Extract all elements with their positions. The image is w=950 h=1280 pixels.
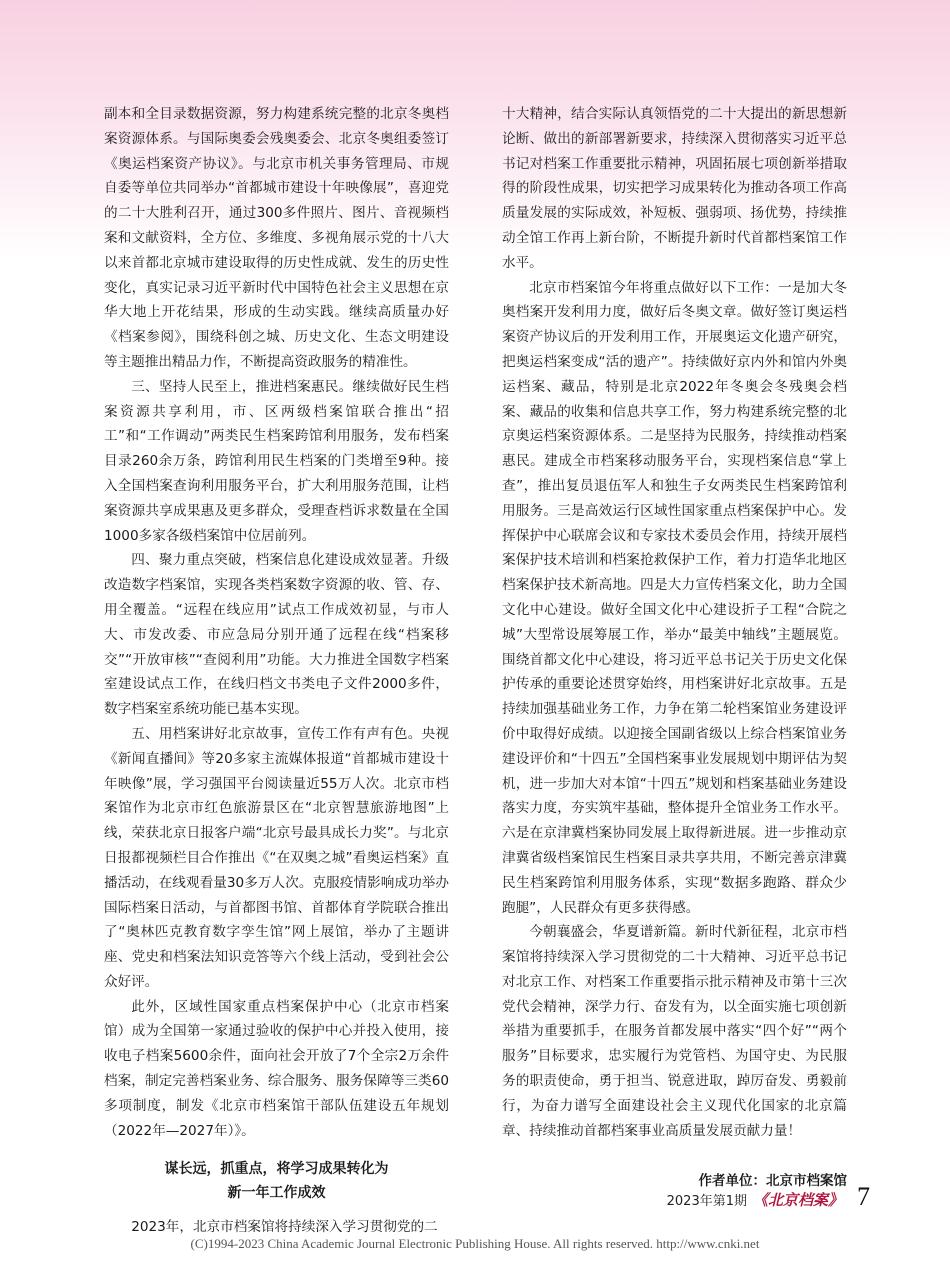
issue-label: 2023年第1期 [666,1194,747,1209]
left-column [104,102,449,1240]
copyright-notice: (C)1994-2023 China Academic Journal Electronic Publishing House. All rights reserved. http://www.cnki.net [190,1236,760,1251]
section-heading [104,1157,449,1205]
body-paragraph: 十大精神，结合实际认真领悟党的二十大提出的新思想新论断、做出的新部署新要求，持续深入贯彻落实习近平总书记对档案工作重要批示精神，巩固拓展七项创新举措取得的阶段性成果，切实把学习成果转化为推动各项工作高质量发展的实际成效，补短板、强弱项、扬优势，持续推动全馆工作再上新台阶，不断提升新时代首都档案馆工作水平。 [502,106,847,271]
body-paragraph: 北京市档案馆今年将重点做好以下工作：一是加大冬奥档案开发利用力度，做好后冬奥文章。做好签订奥运档案资产协议后的开发利用工作，开展奥运文化遗产研究，把奥运档案变成“活的遗产”。持续做好京内外和馆内外奥运档案、藏品，特别是北京2022年冬奥会冬残奥会档案、藏品的收集和信息共享工作，努力构建系统完整的北京奥运档案资源体系。二是坚持为民服务，持续推动档案惠民。建成全市档案移动服务平台，实现档案信息“掌上查”，推出复员退伍军人和独生子女两类民生档案跨馆利用服务。三是高效运行区域性国家重点档案保护中心。发挥保护中心联席会议和专家技术委员会作用，持续开展档案保护技术培训和档案抢救保护工作，着力打造华北地区档案保护技术新高地。四是大力宣传档案文化，助力全国文化中心建设。做好全国文化中心建设折子工程“合院之城”大型常设展筹展工作，举办“最美中轴线”主题展览。围绕首都文化中心建设，将习近平总书记关于历史文化保护传承的重要论述贯穿始终，用档案讲好北京故事。五是持续加强基础业务工作，力争在第二轮档案馆业务建设评价中取得好成绩。以迎接全国副省级以上综合档案馆业务建设评价和“十四五”全国档案事业发展规划中期评估为契机，进一步加大对本馆“十四五”规划和档案基础业务建设落实力度，夯实筑牢基础，整体提升全馆业务工作水平。六是在京津冀档案协同发展上取得新进展。进一步推动京津冀省级档案馆民生档案目录共享共用，不断完善京津冀民生档案跨馆利用服务体系，实现“数据多跑路、群众少跑腿”，人民群众有更多获得感。 [502,279,847,916]
body-paragraph: 2023年，北京市档案馆将持续深入学习贯彻党的二 [131,1219,438,1236]
right-column [502,102,847,1194]
section-heading-line: 新一年工作成效 [227,1185,326,1202]
magazine-title: 《北京档案》 [752,1191,843,1209]
body-paragraph: 今朝襄盛会，华夏谱新篇。新时代新征程，北京市档案馆将持续深入学习贯彻党的二十大精神、习近平总书记对北京工作、对档案工作重要指示批示精神及市第十三次党代会精神，深学力行、奋发有为，以全面实施七项创新举措为重要抓手，在服务首都发展中落实“四个好”“两个服务”目标要求，忠实履行为党管档、为国守史、为民服务的职责使命，勇于担当、锐意进取，踔厉奋发、勇毅前行，为奋力谱写全面建设社会主义现代化国家的北京篇章、持续推动首都档案事业高质量发展贡献力量！ [502,924,847,1139]
body-paragraph: 副本和全目录数据资源，努力构建系统完整的北京冬奥档案资源体系。与国际奥委会残奥委会、北京冬奥组委签订《奥运档案资产协议》。与北京市机关事务管理局、市规自委等单位共同举办“首都城市建设十年映像展”，喜迎党的二十大胜利召开，通过300多件照片、图片、音视频档案和文献资料，全方位、多维度、多视角展示党的十八大以来首都北京城市建设取得的历史性成就、发生的历史性变化，真实记录习近平新时代中国特色社会主义思想在京华大地上开花结果，形成的生动实践。继续高质量办好《档案参阅》，围绕科创之城、历史文化、生态文明建设等主题推出精品力作，不断提高资政服务的精准性。 [104,106,449,370]
body-paragraph: 此外，区域性国家重点档案保护中心（北京市档案馆）成为全国第一家通过验收的保护中心并投入使用，接收电子档案5600余件，面向社会开放了7个全宗2万余件档案，制定完善档案业务、综合服务、服务保障等三类60多项制度，制发《北京市档案馆干部队伍建设五年规划（2022年—2027年）》。 [104,998,449,1139]
section-heading-line: 谋长远，抓重点，将学习成果转化为 [164,1161,389,1178]
author-affiliation: 作者单位：北京市档案馆 [698,1173,847,1190]
body-paragraph: 四、聚力重点突破，档案信息化建设成效显著。升级改造数字档案馆，实现各类档案数字资源的收、管、存、用全覆盖。“远程在线应用”试点工作成效初显，与市人大、市发改委、市应急局分别开通了远程在线“档案移交”“开放审核”“查阅利用”功能。大力推进全国数字档案室建设试点工作，在线归档文书类电子文件2000多件，数字档案室系统功能已基本实现。 [104,552,449,718]
body-paragraph: 三、坚持人民至上，推进档案惠民。继续做好民生档案资源共享利用，市、区两级档案馆联合推出“招工”和“工作调动”两类民生档案跨馆利用服务，发布档案目录260余万条，跨馆利用民生档案的门类增至9种。接入全国档案查询利用服务平台，扩大利用服务范围，让档案资源共享成果惠及更多群众，受理查档诉求数量在全国1000多家各级档案馆中位居前列。 [104,378,449,544]
page-number: 7 [857,1182,870,1211]
body-paragraph: 五、用档案讲好北京故事，宣传工作有声有色。央视《新闻直播间》等20多家主流媒体报道“首都城市建设十年映像”展，学习强国平台阅读量近55万人次。北京市档案馆作为北京市红色旅游景区在“北京智慧旅游地图”上线，荣获北京日报客户端“北京号最具成长力奖”。与北京日报都视频栏目合作推出《“在双奥之城”看奥运档案》直播活动，在线观看量30多万人次。克服疫情影响成功举办国际档案日活动，与首都图书馆、首都体育学院联合推出了“奥林匹克教育数字孪生馆”网上展馆，举办了主题讲座、党史和档案法知识竞答等六个线上活动，受到社会公众好评。 [104,725,449,990]
page-footer [667,1182,870,1212]
